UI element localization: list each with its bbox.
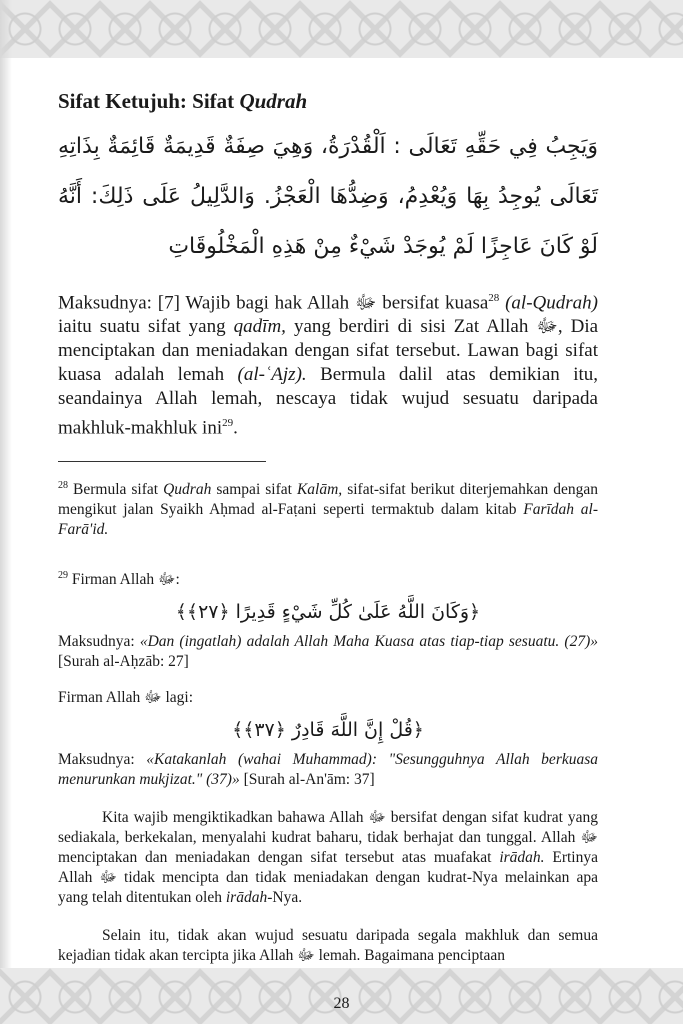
- ayah-1-meaning-text: «Dan (ingatlah) adalah Allah Maha Kuasa atas tiap-tiap sesuatu. (27)»: [139, 632, 599, 650]
- footnote-ref-28[interactable]: 28: [488, 292, 500, 304]
- para-1-text-c: -Nya.: [267, 888, 303, 906]
- maksud-label: Maksudnya:: [58, 292, 152, 314]
- para-1-text-a: Kita wajib mengiktikadkan bahawa Allah ﷻ bersifat dengan sifat kudrat yang sediakala, berkekalan, menyalahi kudrat baharu, tidak berhajat dan tunggal. Allah ﷻ menciptakan dan meniadakan dengan sifat tersebut atas muafakat: [58, 808, 598, 866]
- quran-ayah-2: ﴿قُلْ إِنَّ اللَّهَ قَادِرٌ ﴿٣٧﴾﴾: [232, 718, 424, 741]
- maksud-paragraph: [58, 286, 598, 441]
- quran-ayah-1: ﴿وَكَانَ اللَّهُ عَلَىٰ كُلِّ شَيْءٍ قَدِيرًا ﴿٢٧﴾﴾: [175, 600, 481, 623]
- footnote-29-paragraph-2: Selain itu, tidak akan wujud sesuatu daripada segala makhluk dan semua kejadian tidak akan tercipta jika Allah ﷻ lemah. Bagaimana penciptaan: [58, 926, 598, 964]
- ayah-2-meaning-label: Maksudnya:: [58, 750, 135, 768]
- ayah-1-meaning-label: Maksudnya:: [58, 632, 135, 650]
- footnote-28-qudrah: Qudrah: [163, 480, 212, 498]
- footnote-28-kitab: Farīdah al-Farā'id.: [58, 500, 598, 538]
- footnote-28-kalam: Kalām,: [296, 480, 343, 498]
- maksud-end: .: [233, 417, 238, 439]
- ayah-2-meaning: [58, 750, 598, 790]
- section-heading: [58, 88, 598, 114]
- footnote-ref-29[interactable]: 29: [222, 417, 234, 430]
- iradah-term-1: irādah.: [499, 848, 545, 866]
- maksud-text-4: Bermula dalil atas demikian itu, seandainya Allah lemah, nescaya tidak wujud sesuatu daripada makhluk-makhluk ini: [58, 364, 599, 439]
- ayah-2-reference: [Surah al-An'ām: 37]: [243, 770, 375, 788]
- decorative-top-border: [0, 0, 683, 58]
- maksud-text-3: yang berdiri di sisi Zat Allah ﷻ, Dia menciptakan dan meniadakan dengan sifat tersebut. Lawan bagi sifat kuasa adalah lemah: [58, 316, 599, 386]
- ajz-term: (al-ʿAjz).: [237, 364, 307, 386]
- footnote-28-text-3: sifat-sifat berikut diterjemahkan dengan mengikut jalan Syaikh Aḥmad al-Faṭani seperti termaktub dalam kitab: [58, 480, 599, 518]
- arabic-main-text: وَيَجِبُ فِي حَقِّهِ تَعَالَى : اَلْقُدْرَةُ، وَهِيَ صِفَةٌ قَدِيمَةٌ قَائِمَةٌ بِذَاتِهِ تَعَالَى يُوجِدُ بِهَا وَيُعْدِمُ، وَضِدُّهَا الْعَجْزُ. وَالدَّلِيلُ عَلَى ذَلِكَ: أَنَّهُ لَوْ كَانَ عَاجِزًا لَمْ يُوجَدْ شَيْءٌ مِنْ هَذِهِ الْمَخْلُوقَاتِ: [58, 134, 598, 259]
- page-spine-shadow: [0, 0, 12, 1024]
- footnote-28-text-2: sampai sifat: [216, 480, 292, 498]
- footnote-28-number: 28: [58, 479, 68, 491]
- footnote-29-paragraph-1: [58, 808, 598, 908]
- page-number: 28: [333, 995, 350, 1012]
- ayah-2-meaning-text: «Katakanlah (wahai Muhammad): "Sesungguhnya Allah berkuasa menurunkan mukjizat." (37)»: [58, 750, 599, 788]
- footnote-29-intro: [58, 566, 598, 590]
- footnote-28-text-1: Bermula sifat: [73, 480, 159, 498]
- footnote-28: [58, 476, 598, 540]
- qudrah-term: (al-Qudrah): [505, 292, 598, 314]
- ayah-1-reference: [Surah al-Aḥzāb: 27]: [58, 652, 189, 670]
- footnote-divider: [58, 461, 266, 462]
- footnote-29-intro-text: Firman Allah ﷻ:: [71, 570, 180, 588]
- qadim-term: qadīm,: [233, 316, 286, 338]
- footnote-29-number: 29: [58, 569, 68, 581]
- footnote-29-intro-2: Firman Allah ﷻ lagi:: [58, 688, 194, 706]
- iradah-term-2: irādah: [225, 888, 268, 906]
- maksud-text: [7] Wajib bagi hak Allah ﷻ bersifat kuasa: [157, 292, 489, 314]
- para-1-text-b: Ertinya Allah ﷻ tidak mencipta dan tidak meniadakan dengan kudrat-Nya melainkan apa yang telah ditentukan oleh: [58, 848, 598, 906]
- page-content: [58, 88, 598, 966]
- heading-prefix: Sifat Ketujuh: Sifat: [58, 89, 240, 113]
- ayah-1-meaning: [58, 632, 598, 672]
- maksud-text-2: iaitu suatu sifat yang: [58, 316, 226, 338]
- heading-italic: Qudrah: [239, 89, 308, 113]
